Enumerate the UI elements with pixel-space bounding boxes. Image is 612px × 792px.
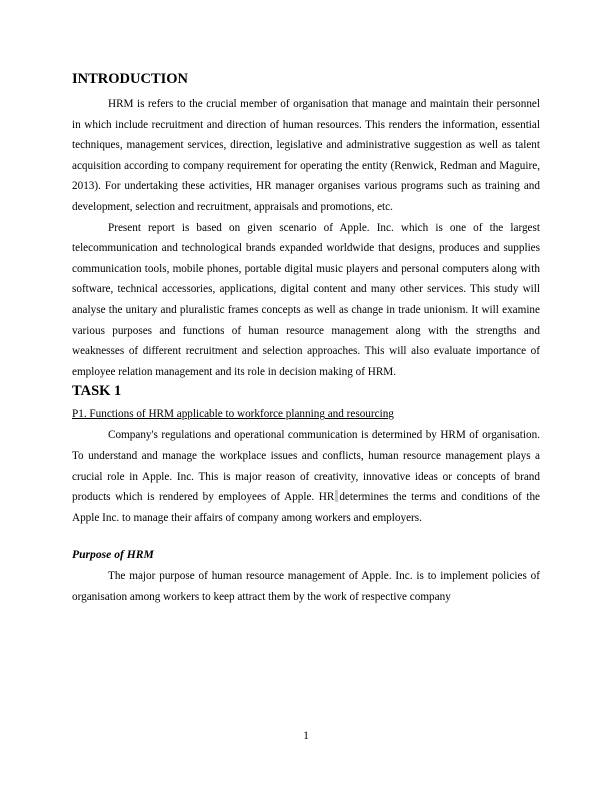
section-gap bbox=[72, 528, 540, 546]
task1-heading: TASK 1 bbox=[72, 383, 122, 400]
introduction-paragraph-2: Present report is based on given scenario of Apple. Inc. which is one of the largest telecommunication and technological brands expanded worldwide that designs, produces and supplies communication tools, mobile phones, portable digital music players and personal computers along with software, technical accessories, applications, digital content and many other services. This study will analyse the unitary and pluralistic frames concepts as well as change in trade unionism. It will examine various purposes and functions of human resource management along with the strengths and weaknesses of different recruitment and selection approaches. This will also evaluate importance of employee relation management and its role in decision making of HRM. bbox=[72, 221, 540, 378]
introduction-paragraph-1: HRM is refers to the crucial member of organisation that manage and maintain their personnel in which include recruitment and direction of human resources. This renders the information, essential techniques, management services, direction, legislative and administrative suggestion as well as talent acquisition according to company requirement for operating the entity (Renwick, Redman and Maguire, 2013). For undertaking these activities, HR manager organises various programs such as training and development, selection and recruitment, appraisals and promotions, etc. bbox=[72, 98, 540, 213]
introduction-heading: INTRODUCTION bbox=[72, 71, 189, 87]
text-cursor-mark bbox=[335, 490, 338, 502]
task1-paragraph-part-2: determines the terms and conditions of the Apple Inc. to manage their affairs of company among workers and employers. bbox=[72, 491, 540, 524]
purpose-heading: Purpose of HRM bbox=[72, 548, 154, 562]
purpose-paragraph: The major purpose of human resource management of Apple. Inc. is to implement policies of organisation among workers to keep attract them by the work of respective company bbox=[72, 570, 540, 603]
task1-paragraph bbox=[72, 425, 540, 528]
task1-subheading: P1. Functions of HRM applicable to workforce planning and resourcing bbox=[72, 408, 394, 421]
task1-paragraph-part-1: Company's regulations and operational communication is determined by HRM of organisation. To understand and manage the workplace issues and conflicts, human resource management plays a crucial role in Apple. Inc. This is major reason of creativity, innovative ideas or concepts of brand products which is rendered by employees of Apple. HR bbox=[72, 429, 540, 504]
page-content bbox=[72, 70, 540, 607]
page-number: 1 bbox=[303, 730, 309, 742]
